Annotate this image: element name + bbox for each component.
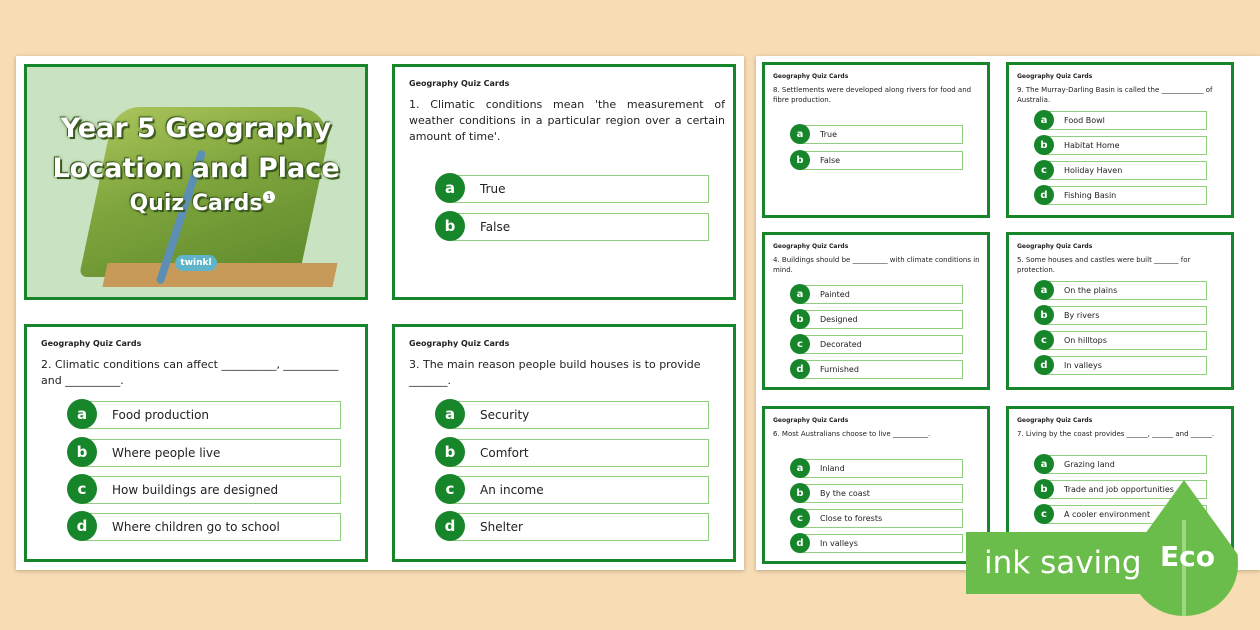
- option-letter: d: [67, 511, 97, 541]
- card-question: 5. Some houses and castles were built _______ for protection.: [1017, 256, 1191, 275]
- option-letter: a: [790, 284, 810, 304]
- option-text: On the plains: [1045, 281, 1207, 300]
- option-text: False: [453, 213, 709, 241]
- option-letter: a: [790, 124, 810, 144]
- option-letter: c: [1034, 504, 1054, 524]
- title-line-2: Location and Place: [52, 153, 340, 184]
- card-question: 1. Climatic conditions mean 'the measurement of weather conditions in a particular region over a certain amount of time'.: [409, 98, 725, 143]
- option-text: Painted: [801, 285, 963, 304]
- option-text: In valleys: [1045, 356, 1207, 375]
- option-letter: b: [435, 211, 465, 241]
- option-text: Food production: [85, 401, 341, 429]
- option-letter: c: [67, 474, 97, 504]
- option-text: Food Bowl: [1045, 111, 1207, 130]
- option-text: True: [801, 125, 963, 144]
- card-title: Geography Quiz Cards: [773, 243, 849, 250]
- option-letter: b: [1034, 305, 1054, 325]
- option-text: Inland: [801, 459, 963, 478]
- card-title: Geography Quiz Cards: [773, 73, 849, 80]
- option-letter: d: [1034, 355, 1054, 375]
- card-question: 6. Most Australians choose to live __________.: [773, 430, 931, 438]
- quiz-card-8: [762, 62, 990, 218]
- quiz-card-1: [392, 64, 736, 300]
- option-text: True: [453, 175, 709, 203]
- option-text: Shelter: [453, 513, 709, 541]
- quiz-card-9: [1006, 62, 1234, 218]
- quiz-card-4: [762, 232, 990, 390]
- option-text: Trade and job opportunities: [1045, 480, 1207, 499]
- option-text: Security: [453, 401, 709, 429]
- card-title: Geography Quiz Cards: [1017, 417, 1093, 424]
- option-letter: b: [1034, 479, 1054, 499]
- option-text: Where children go to school: [85, 513, 341, 541]
- option-letter: a: [790, 458, 810, 478]
- option-letter: d: [790, 359, 810, 379]
- card-question: 8. Settlements were developed along rivers for food and fibre production.: [773, 86, 972, 105]
- card-number-badge: 1: [263, 191, 275, 203]
- option-letter: c: [435, 474, 465, 504]
- option-text: A cooler environment: [1045, 505, 1207, 524]
- card-title: Geography Quiz Cards: [1017, 73, 1093, 80]
- option-text: Holiday Haven: [1045, 161, 1207, 180]
- card-title: Geography Quiz Cards: [41, 339, 142, 348]
- option-text: On hilltops: [1045, 331, 1207, 350]
- card-question: 7. Living by the coast provides ______, ______ and ______.: [1017, 430, 1214, 438]
- option-letter: d: [790, 533, 810, 553]
- option-text: Fishing Basin: [1045, 186, 1207, 205]
- option-letter: a: [1034, 454, 1054, 474]
- option-letter: b: [790, 150, 810, 170]
- card-question: 4. Buildings should be __________ with climate conditions in mind.: [773, 256, 980, 275]
- option-text: False: [801, 151, 963, 170]
- quiz-card-3: [392, 324, 736, 562]
- option-text: An income: [453, 476, 709, 504]
- quiz-card-2: [24, 324, 368, 562]
- option-letter: a: [1034, 110, 1054, 130]
- option-text: Designed: [801, 310, 963, 329]
- option-text: How buildings are designed: [85, 476, 341, 504]
- quiz-card-6: [762, 406, 990, 564]
- option-text: In valleys: [801, 534, 963, 553]
- option-letter: d: [435, 511, 465, 541]
- option-letter: b: [67, 437, 97, 467]
- ink-saving-banner: [966, 532, 1174, 594]
- option-letter: c: [790, 334, 810, 354]
- card-title: Geography Quiz Cards: [1017, 243, 1093, 250]
- option-letter: a: [1034, 280, 1054, 300]
- option-letter: c: [790, 508, 810, 528]
- option-letter: d: [1034, 185, 1054, 205]
- card-question: 3. The main reason people build houses is to provide _______.: [409, 358, 701, 387]
- option-text: Grazing land: [1045, 455, 1207, 474]
- option-letter: b: [435, 437, 465, 467]
- quiz-card-5: [1006, 232, 1234, 390]
- option-letter: c: [1034, 160, 1054, 180]
- option-text: Furnished: [801, 360, 963, 379]
- eco-label: Eco: [1160, 540, 1215, 573]
- option-letter: c: [1034, 330, 1054, 350]
- option-letter: a: [435, 173, 465, 203]
- twinkl-logo: twinkl: [175, 255, 217, 271]
- card-title: Geography Quiz Cards: [773, 417, 849, 424]
- card-title: Geography Quiz Cards: [409, 339, 510, 348]
- option-letter: a: [67, 399, 97, 429]
- card-question: 2. Climatic conditions can affect __________, __________ and __________.: [41, 358, 339, 387]
- terrain-side: [102, 263, 337, 287]
- card-title: Geography Quiz Cards: [409, 79, 510, 88]
- option-letter: b: [790, 309, 810, 329]
- option-text: By the coast: [801, 484, 963, 503]
- option-letter: b: [790, 483, 810, 503]
- option-text: Decorated: [801, 335, 963, 354]
- option-text: By rivers: [1045, 306, 1207, 325]
- option-text: Close to forests: [801, 509, 963, 528]
- title-card: [24, 64, 368, 300]
- option-letter: b: [1034, 135, 1054, 155]
- option-text: Where people live: [85, 439, 341, 467]
- card-question: 9. The Murray-Darling Basin is called the ____________ of Australia.: [1017, 86, 1213, 105]
- option-text: Habitat Home: [1045, 136, 1207, 155]
- title-line-1: Year 5 Geography: [60, 113, 332, 144]
- title-line-3: Quiz Cards: [129, 191, 263, 216]
- option-text: Comfort: [453, 439, 709, 467]
- option-letter: a: [435, 399, 465, 429]
- ink-saving-label: ink saving: [984, 545, 1142, 581]
